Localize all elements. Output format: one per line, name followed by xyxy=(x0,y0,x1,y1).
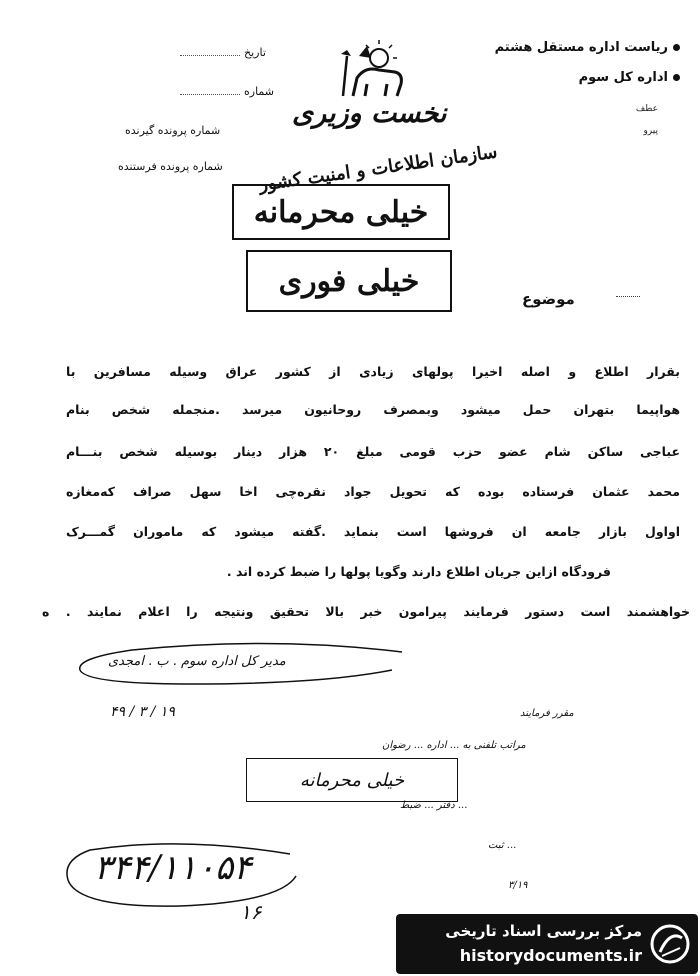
body-line: هواپیما بتهران حمل میشود وبمصرف روحانیون میرسد .منجمله شخص بنام xyxy=(66,402,680,417)
lion-and-sun-emblem-icon xyxy=(335,36,415,106)
subject-label: موضوع xyxy=(522,290,575,308)
urgent-stamp: خیلی فوری xyxy=(246,250,452,312)
archive-logo-icon xyxy=(648,922,692,966)
date-field: تاریخ xyxy=(180,46,266,59)
note-line: ... ثبت xyxy=(488,840,517,851)
body-line: بقرار اطلاع و اصله اخیرا پولهای زیادی از کشور عراق وسیله مسافرین با xyxy=(66,364,680,379)
subject-line xyxy=(616,296,640,297)
body-line: محمد عثمان فرستاده بوده که تحویل جواد نقره‌چی اخا سهل صراف که‌مغازه xyxy=(66,484,680,499)
sender-file-field: شماره پرونده فرستنده xyxy=(118,160,223,173)
agency-title: سازمان اطلاعات و امنیت کشور xyxy=(257,141,499,196)
signature-text: مدیر کل اداره سوم . ب . امجدی xyxy=(108,654,286,669)
bullet-icon xyxy=(673,44,680,51)
watermark-url: historydocuments.ir xyxy=(459,946,642,965)
note-line: مقرر فرمایند xyxy=(520,708,574,719)
receiver-file-field: شماره پرونده گیرنده xyxy=(125,124,221,137)
note-line: مراتب تلفنی به ... اداره ... رضوان xyxy=(382,740,526,751)
note-date: ۳/۱۹ xyxy=(508,880,528,891)
ministry-title: نخست وزیری xyxy=(292,98,447,129)
watermark-title: مرکز بررسی اسناد تاریخی xyxy=(445,922,642,940)
note-line: ... دفتر ... ضبط xyxy=(400,800,468,811)
body-line: عباجی ساکن شام عضو حزب قومی مبلغ ۲۰ هزار دینار بوسیله شخص بنـــام xyxy=(66,444,680,459)
page-number: ۱۶ xyxy=(240,900,262,924)
file-number: ۳۴۴/۱۱۰۵۴ xyxy=(94,848,252,888)
following-label: پیرو xyxy=(643,126,658,136)
bullet-icon xyxy=(673,74,680,81)
signature-date: ۱۹ / ۳ / ۴۹ xyxy=(110,704,175,720)
body-line: فرودگاه ازاین جریان اطلاع دارند وگویا پولها را ضبط کرده اند . xyxy=(226,564,611,579)
watermark-badge xyxy=(396,914,698,974)
body-line: خواهشمند است دستور فرمایند پیرامون خبر بالا تحقیق ونتیجه را اعلام نمایند . ه xyxy=(42,604,690,619)
header-office: اداره کل سوم xyxy=(579,70,680,85)
body-line: اواول بازار جامعه ان فروشها است بنماید .گفته میشود که ماموران گمـــرک xyxy=(66,524,680,539)
confidential-stamp: خیلی محرمانه xyxy=(232,184,450,240)
number-field: شماره xyxy=(180,85,274,98)
reference-label: عطف xyxy=(635,104,658,114)
confidential-stamp-small: خیلی محرمانه xyxy=(246,758,458,802)
header-department: ریاست اداره مستقل هشتم xyxy=(495,40,680,55)
